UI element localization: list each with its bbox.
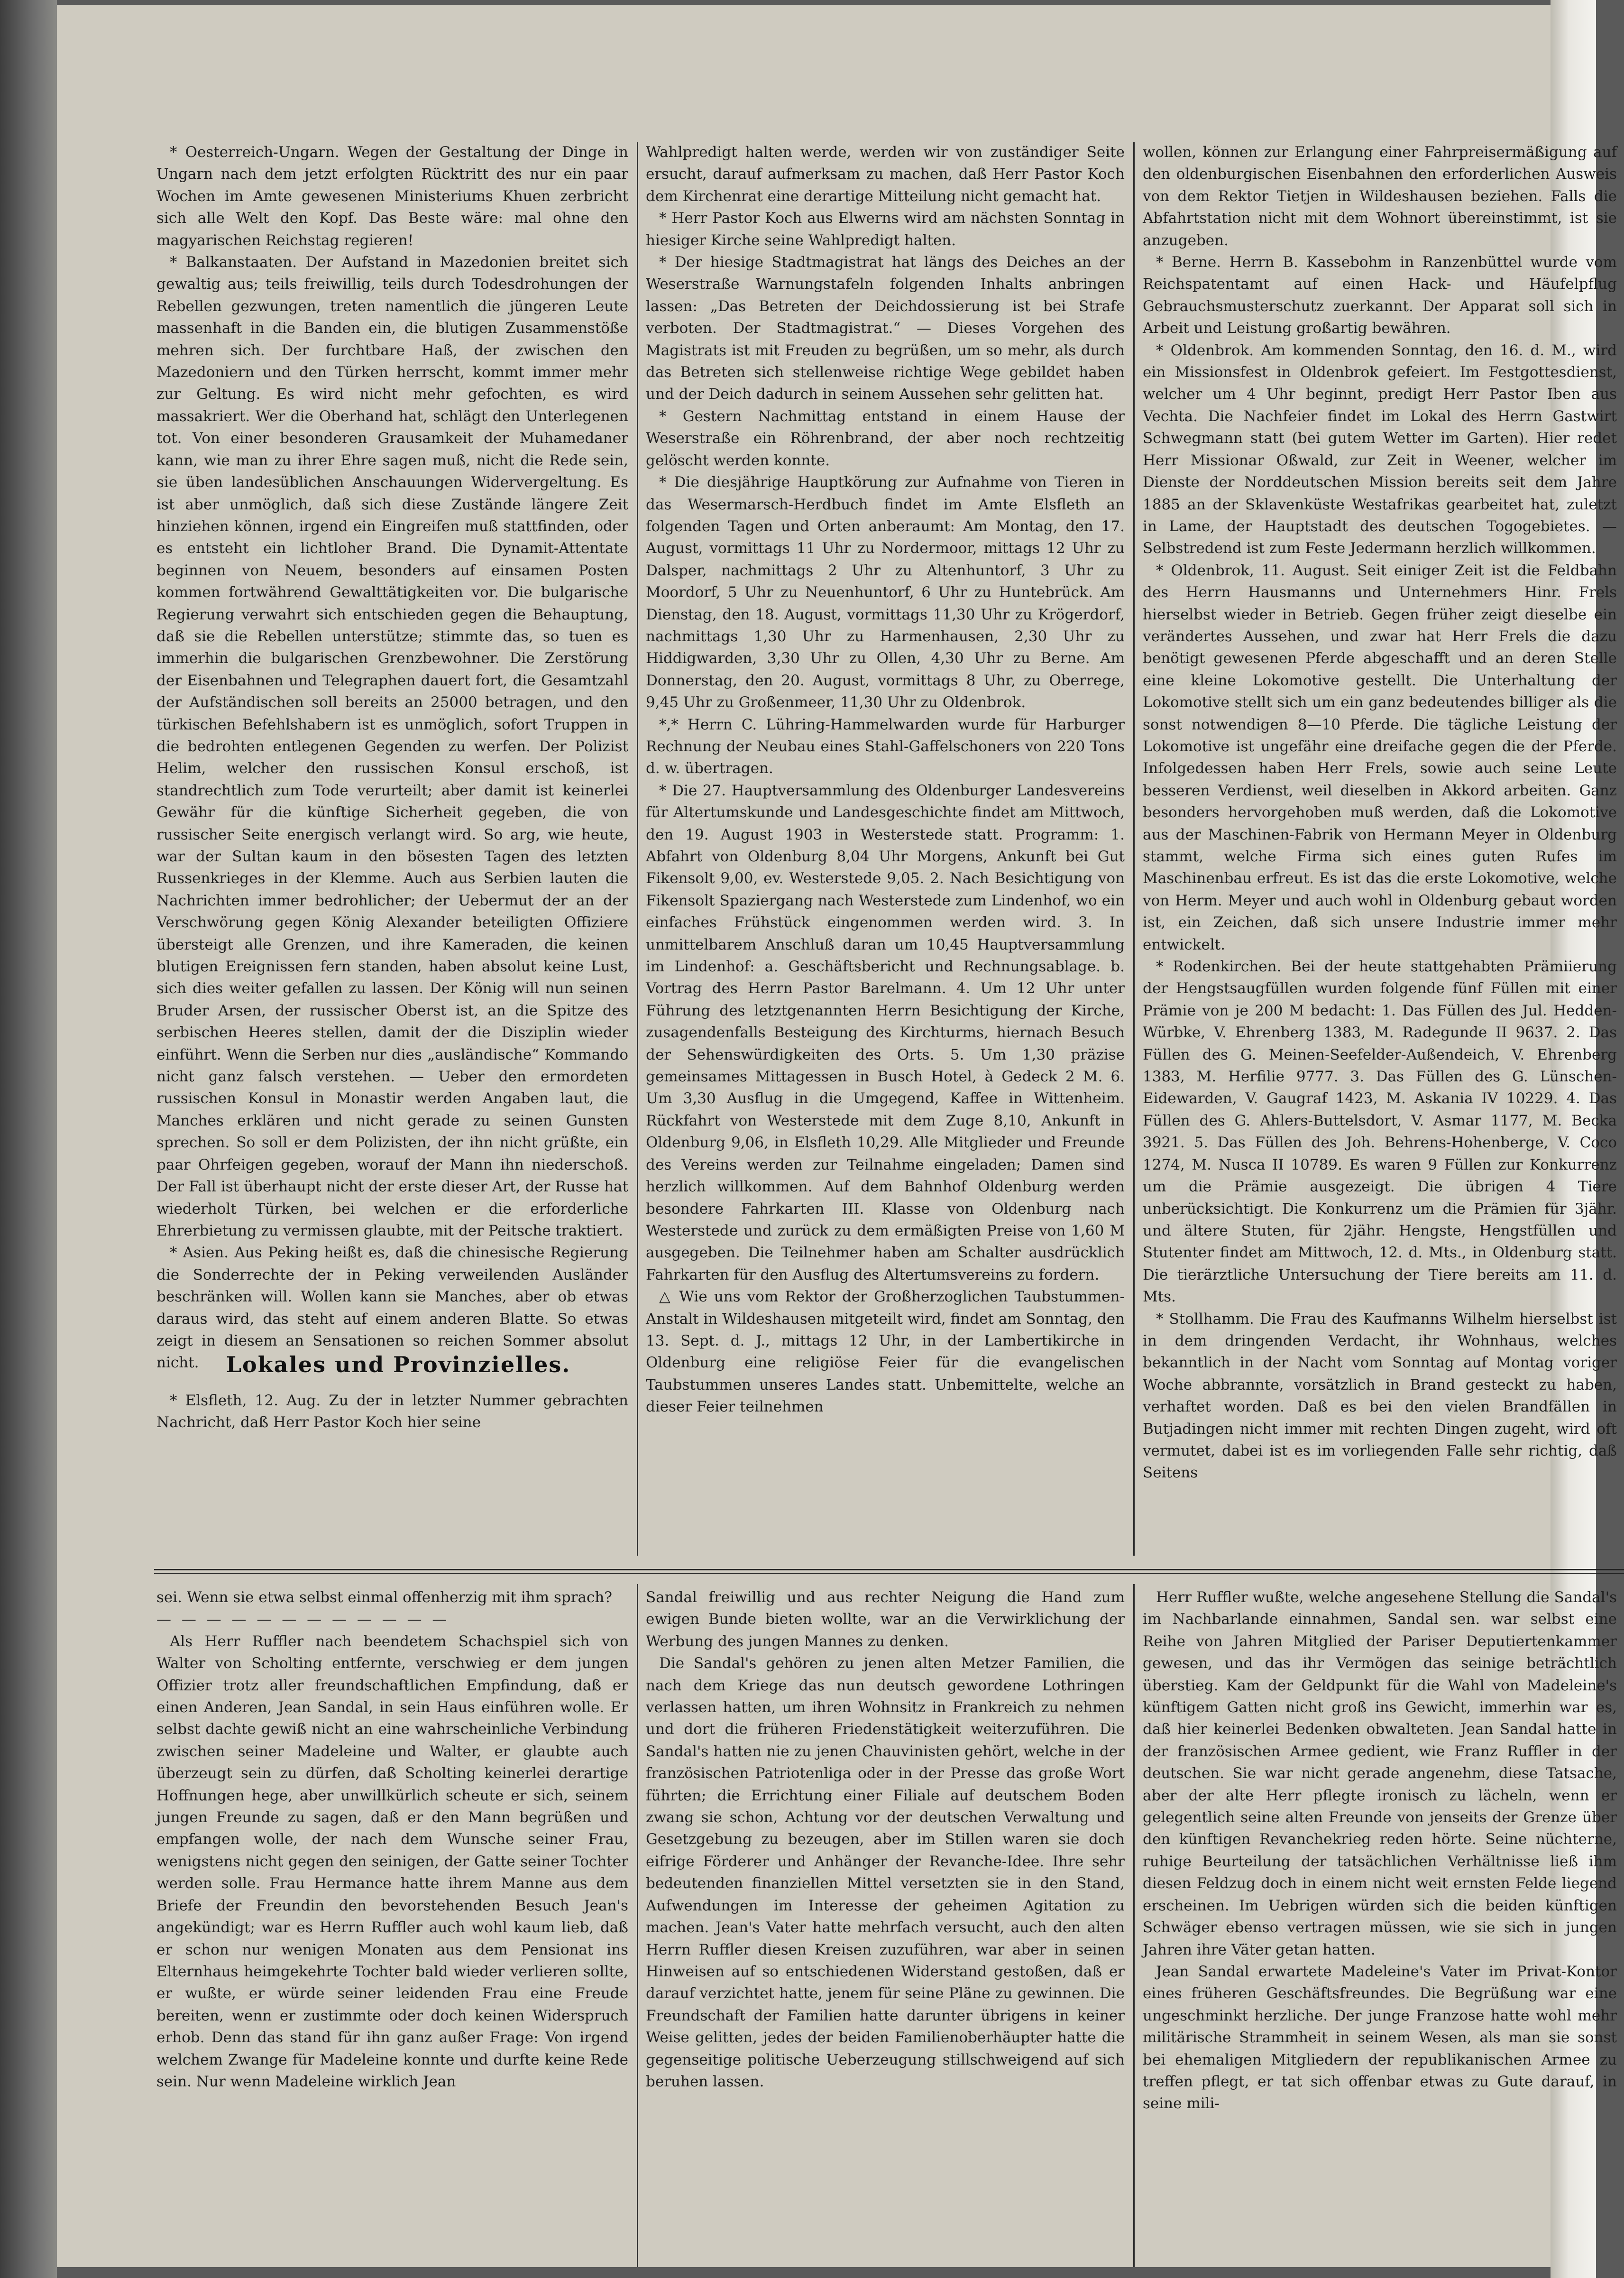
bottom-column-3 (1143, 1586, 1617, 2265)
feuilleton-divider (154, 1569, 1624, 1570)
article-stadtmagistrat: * Der hiesige Stadtmagistrat hat längs des Deiches an der Weserstraße Warnungstafeln folgenden Inhalts anbringen lassen: „Das Betreten der Deichdossierung ist bei Strafe verboten. Der Stadtmagistrat.“ — Dieses Vorgehen des Magistrats ist mit Freuden zu begrüßen, um so mehr, als durch das Betreten sich stellenweise richtige Wege gebildet haben und der Deich dadurch in seinem Aussehen sehr gelitten hat. (646, 254, 1125, 403)
article-pastor-koch: * Herr Pastor Koch aus Elwerns wird am nächsten Sonntag in hiesiger Kirche seine Wahlpredigt halten. (646, 210, 1125, 249)
book-spine-shadow (0, 0, 57, 2278)
article-oesterreich: * Oesterreich-Ungarn. Wegen der Gestaltung der Dinge in Ungarn nach dem jetzt erfolgten Rücktritt des nur ein paar Wochen im Amte gewesenen Ministeriums Khuen zerbricht sich alle Welt den Kopf. Das Beste wäre: mal ohne den magyarischen Reichstag regieren! (156, 144, 628, 249)
serial-text: Herr Ruffler wußte, welche angesehene Stellung die Sandal's im Nachbarlande einnahmen, Sandal sen. war selbst eine Reihe von Jahren Mitglied der Pariser Deputiertenkammer gewesen, und das ihr Vermögen das seinige beträchtlich überstieg. Kam der Geldpunkt für die Wahl von Madeleine's künftigem Gatten nicht groß ins Gewicht, immerhin war es, daß hier keinerlei Bedenken obwalteten. Jean Sandal hatte in der französischen Armee gedient, wie Franz Ruffler in der deutschen. Sie war nicht gerade angenehm, diese Tatsache, aber der alte Herr pflegte ironisch zu lächeln, wenn er gelegentlich seine alten Freunde von jenseits der Grenze über den künftigen Revanchekrieg reden hörte. Seine nüchterne, ruhige Beurteilung der tatsächlichen Verhältnisse ließ ihm diesen Feldzug doch in einem nicht weit ernsten Felde liegend erscheinen. Im Uebrigen würden sich die beiden künftigen Schwäger ebenso vertragen müssen, wie sie sich in jungen Jahren ihre Väter getan hatten. (1143, 1589, 1617, 1958)
article-balkanstaaten: * Balkanstaaten. Der Aufstand in Mazedonien breitet sich gewaltig aus; teils freiwillig, teils durch Todesdrohungen der Rebellen gezwungen, treten namentlich die jüngeren Leute massenhaft in die Banden ein, die blutigen Zusammenstöße mehren sich. Der furchtbare Haß, der zwischen den Mazedoniern und den Türken herrscht, kommt immer mehr zur Geltung. Es wird nicht mehr gefochten, es wird massakriert. Wer die Oberhand hat, schlägt den Unterlegenen tot. Von einer besonderen Grausamkeit der Muhamedaner kann, wie man zu ihrer Ehre sagen muß, nicht die Rede sein, sie üben landesüblichen Anschauungen Widervergeltung. Es ist aber unmöglich, daß sich diese Zustände längere Zeit hinziehen können, irgend ein Eingreifen muß stattfinden, oder es entsteht ein lichtloher Brand. Die Dynamit-Attentate beginnen von Neuem, besonders auf einsamen Posten kommen fortwährend Gewalttätigkeiten vor. Die bulgarische Regierung verwahrt sich entschieden gegen die Behauptung, daß sie die Rebellen unterstütze; stimmte das, so tuen es immerhin die bulgarischen Grenzbewohner. Die Zerstörung der Eisenbahnen und Telegraphen dauert fort, die Gesamtzahl der Aufständischen soll bereits an 25000 betragen, und den türkischen Befehlshabern ist es unmöglich, sofort Truppen in die bedrohten entlegenen Gegenden zu werfen. Der Polizist Helim, welcher den russischen Konsul erschoß, ist standrechtlich zum Tode verurteilt; aber damit ist keinerlei Gewähr für die künftige Sicherheit gegeben, die von russischer Seite energisch verlangt wird. So arg, wie heute, war der Sultan kaum in den bösesten Tagen des letzten Russenkrieges in der Klemme. Auch aus Serbien lauten die Nachrichten immer bedrohlicher; der Uebermut der an der Verschwörung gegen König Alexander beteiligten Offiziere übersteigt alle Grenzen, und ihre Kameraden, die keinen blutigen Ereignissen fern standen, haben absolut keine Lust, sich dies weiter gefallen zu lassen. Der König will nun seinen Bruder Arsen, der russischer Oberst ist, an die Spitze des serbischen Heeres stellen, damit der die Disziplin wieder einführt. Wenn die Serben nur dies „ausländische“ Kommando nicht ganz falsch verstehen. — Ueber den ermordeten russischen Konsul in Monastir werden Angaben laut, die Manches erklären und nicht gerade zu seinen Gunsten sprechen. So soll er dem Polizisten, der ihn nicht grüßte, ein paar Ohrfeigen gegeben, worauf der Mann ihn niederschoß. Der Fall ist überhaupt nicht der erste dieser Art, der Russe hat wiederholt Türken, bei welchen er die erforderliche Ehrerbietung zu vermissen glaubte, mit der Peitsche traktiert. (156, 254, 628, 1239)
column-divider (1133, 142, 1135, 1556)
column-divider (637, 142, 638, 1556)
serial-text: Sandal freiwillig und aus rechter Neigung die Hand zum ewigen Bunde bieten wollte, war an die Verwirklichung der Werbung des jungen Mannes zu denken. (646, 1589, 1125, 1650)
column-divider (1133, 1584, 1135, 2267)
top-column-2 (646, 141, 1125, 1557)
article-oldenbrok-feldbahn: * Oldenbrok, 11. August. Seit einiger Zeit ist die Feldbahn des Herrn Hausmanns und Unternehmers Hinr. Frels hierselbst wieder in Betrieb. Gegen früher zeigt dieselbe ein verändertes Aussehen, und zwar hat Herr Frels die dazu benötigt gewesenen Pferde abgeschafft und an deren Stelle eine kleine Lokomotive gestellt. Die Unterhaltung der Lokomotive stellt sich um ein ganz bedeutendes billiger als die sonst notwendigen 8—10 Pferde. Die tägliche Leistung der Lokomotive ist ungefähr eine dreifache gegen die der Pferde. Infolgedessen haben Herr Frels, sowie auch seine Leute besseren Verdienst, weil dieselben in Akkord arbeiten. Ganz besonders hervorgehoben muß werden, daß die Lokomotive aus der Maschinen-Fabrik von Hermann Meyer in Oldenburg stammt, welche Firma sich eines guten Rufes im Maschinenbau erfreut. Es ist das die erste Lokomotive, welche von Herm. Meyer und auch wohl in Oldenburg gebaut worden ist, ein Zeichen, daß sich unsere Industrie immer mehr entwickelt. (1143, 562, 1617, 953)
article-taubstummen: △ Wie uns vom Rektor der Großherzoglichen Taubstummen-Anstalt in Wildeshausen mitgeteilt wird, findet am Sonntag, den 13. Sept. d. J., mittags 12 Uhr, in der Lambertikirche in Oldenburg eine religiöse Feier für die evangelischen Taubstummen unseres Landes statt. Unbemittelte, welche an dieser Feier teilnehmen (646, 1288, 1125, 1416)
bottom-column-1 (156, 1586, 628, 2265)
newspaper-page (57, 5, 1617, 2267)
article-wahlpredigt: Wahlpredigt halten werde, werden wir von zuständiger Seite ersucht, darauf aufmerksam zu machen, daß Herr Pastor Koch dem Kirchenrat eine derartige Mitteilung nicht gemacht hat. (646, 144, 1125, 205)
bottom-column-2 (646, 1586, 1125, 2265)
article-roehrenbrand: * Gestern Nachmittag entstand in einem Hause der Weserstraße ein Röhrenbrand, der aber noch rechtzeitig gelöscht werden konnte. (646, 407, 1125, 469)
article-berne: * Berne. Herrn B. Kassebohm in Ranzenbüttel wurde vom Reichspatentamt auf einen Hack- und Häufelpflug Gebrauchsmusterschutz zuerkannt. Der Apparat soll sich in Arbeit und Leistung großartig bewähren. (1143, 254, 1617, 337)
top-column-3 (1143, 141, 1617, 1557)
serial-text: Als Herr Ruffler nach beendetem Schachspiel sich von Walter von Scholting entfernte, verschwieg er dem jungen Offizier trotz aller freundschaftlichen Empfindung, daß er einen Anderen, Jean Sandal, in sein Haus einführen wolle. Er selbst dachte gewiß nicht an eine wahrscheinliche Verbindung zwischen seiner Madeleine und Walter, er glaubte auch überzeugt sein zu dürfen, daß Scholting keinerlei derartige Hoffnungen hege, aber unwillkürlich scheute er sich, seinem jungen Freunde zu sagen, daß er den Mann begrüßen und empfangen wolle, der nach dem Wunsche seiner Frau, wenigstens nicht gegen den seinigen, der Gatte seiner Tochter werden solle. Frau Hermance hatte ihrem Manne aus dem Briefe der Freundin den bevorstehenden Besuch Jean's angekündigt; war es Herrn Ruffler auch wohl kaum lieb, daß er schon nur wenigen Monaten aus dem Pensionat ins Elternhaus heimgekehrte Tochter bald wieder verlieren sollte, er wußte, er würde seiner leidenden Frau eine Freude bereiten, wenn er zustimmte oder doch keinen Widerspruch erhob. Denn das stand für ihn ganz außer Frage: Von irgend welchem Zwange für Madeleine konnte und durfte keine Rede sein. Nur wenn Madeleine wirklich Jean (156, 1632, 628, 2090)
article-asien: * Asien. Aus Peking heißt es, daß die chinesische Regierung die Sonderrechte der in Peking verweilenden Ausländer beschränken will. Wollen kann sie Manches, aber ob etwas daraus wird, das steht auf einem anderen Blatte. So etwas zeigt in diesem an Sensationen so reichen Sommer absolut nicht. (156, 1244, 628, 1372)
top-column-1-continued (156, 1390, 628, 1475)
article-hauptkoerung: * Die diesjährige Hauptkörung zur Aufnahme von Tieren in das Wesermarsch-Herdbuch findet im Amte Elsfleth an folgenden Tagen und Orten anberaumt: Am Montag, den 17. August, vormittags 11 Uhr zu Nordermoor, mittags 12 Uhr zu Dalsper, nachmittags 2 Uhr zu Altenhuntorf, 3 Uhr zu Moordorf, 5 Uhr zu Neuenhuntorf, 6 Uhr zu Huntebrück. Am Dienstag, den 18. August, vormittags 11,30 Uhr zu Krögerdorf, nachmittags 1,30 Uhr zu Harmenhausen, 2,30 Uhr zu Hiddigwarden, 3,30 Uhr zu Ollen, 4,30 Uhr zu Berne. Am Donnerstag, den 20. August, vormittags 8 Uhr, zu Oberrege, 9,45 Uhr zu Großenmeer, 11,30 Uhr zu Oldenbrok. (646, 474, 1125, 711)
serial-dash-separator: — — — — — — — — — — — — (156, 1611, 450, 1628)
article-rodenkirchen: * Rodenkirchen. Bei der heute stattgehabten Prämiierung der Hengstsaugfüllen wurden folgende fünf Füllen mit einer Prämie von je 200 M bedacht: 1. Das Füllen des Jul. Hedden-Würbke, V. Ehrenberg 1383, M. Radegunde II 9637. 2. Das Füllen des G. Meinen-Seefelder-Außendeich, V. Ehrenberg 1383, M. Herfilie 9777. 3. Das Füllen des G. Lünschen-Eidewarden, V. Gaugraf 1423, M. Askania IV 10229. 4. Das Füllen des G. Ahlers-Buttelsdort, V. Asmar 1177, M. Becka 3921. 5. Das Füllen des Joh. Behrens-Hohenberge, V. Coco 1274, M. Nusca II 10789. Es waren 9 Füllen zur Konkurrenz um die Prämie ausgezeigt. Die übrigen 4 Tiere unberücksichtigt. Die Konkurrenz um die Prämien für 3jähr. und ältere Stuten, für 2jähr. Hengste, Hengstfüllen und Stutenter findet am Mittwoch, 12. d. Mts., in Oldenburg statt. Die tierärztliche Untersuchung der Tiere bereits am 11. d. Mts. (1143, 958, 1617, 1306)
article-oldenbrok-missionsfest: * Oldenbrok. Am kommenden Sonntag, den 16. d. M., wird ein Missionsfest in Oldenbrok gefeiert. Im Festgottesdienst, welcher um 4 Uhr beginnt, predigt Herr Pastor Iben aus Vechta. Die Nachfeier findet im Lokal des Herrn Gastwirt Schwegmann statt (bei gutem Wetter im Garten). Hier redet Herr Missionar Oßwald, zur Zeit in Weener, welcher im Dienste der Norddeutschen Mission bereits seit dem Jahre 1885 an der Sklavenküste Westafrikas gearbeitet hat, zuletzt in Lame, der Hauptstadt des deutschen Togogebietes. — Selbstredend ist zum Feste Jedermann herzlich willkommen. (1143, 341, 1617, 557)
serial-text: sei. Wenn sie etwa selbst einmal offenherzig mit ihm sprach? (156, 1589, 612, 1606)
article-elsfleth: * Elsfleth, 12. Aug. Zu der in letzter Nummer gebrachten Nachricht, daß Herr Pastor Koch hier seine (156, 1392, 628, 1431)
serial-text: Jean Sandal erwartete Madeleine's Vater im Privat-Kontor eines früheren Geschäftsfreundes. Die Begrüßung war eine ungeschminkt herzliche. Der junge Franzose hatte wohl mehr militärische Strammheit in seinem Wesen, als man sie sonst bei ehemaligen Mitgliedern der republikanischen Armee zu treffen pflegt, er tat sich offenbar etwas zu Gute darauf, in seine mili- (1143, 1963, 1617, 2112)
feuilleton-divider-double (154, 1573, 1624, 1574)
article-fahrpreis: wollen, können zur Erlangung einer Fahrpreisermäßigung auf den oldenburgischen Eisenbahnen den erforderlichen Ausweis von dem Rektor Tietjen in Wildeshausen beziehen. Falls die Abfahrtstation nicht mit dem Wohnort übereinstimmt, ist sie anzugeben. (1143, 144, 1617, 249)
column-divider (637, 1584, 638, 2267)
article-stollhamm: * Stollhamm. Die Frau des Kaufmanns Wilhelm hierselbst ist in dem dringenden Verdacht, ihr Wohnhaus, welches bekanntlich in der Nacht vom Sonntag auf Montag voriger Woche abbrannte, vorsätzlich in Brand gesteckt zu haben, verhaftet worden. Daß es bei den vielen Brandfällen in Butjadingen nicht immer mit rechten Dingen zugeht, wird oft vermutet, dabei ist es im vorliegenden Falle sehr richtig, daß Seitens (1143, 1310, 1617, 1482)
article-hauptversammlung: * Die 27. Hauptversammlung des Oldenburger Landesvereins für Altertumskunde und Landesgeschichte findet am Mittwoch, den 19. August 1903 in Westerstede statt. Programm: 1. Abfahrt von Oldenburg 8,04 Uhr Morgens, Ankunft bei Gut Fikensolt 9,00, ev. Westerstede 9,05. 2. Nach Besichtigung von Fikensolt Spaziergang nach Westerstede zum Lindenhof, wo ein einfaches Frühstück eingenommen werden wird. 3. In unmittelbarem Anschluß daran um 10,45 Hauptversammlung im Lindenhof: a. Geschäftsbericht und Rechnungsablage. b. Vortrag des Herrn Pastor Barelmann. 4. Um 12 Uhr unter Führung des letztgenannten Herrn Besichtigung der Kirche, zusagendenfalls Besteigung des Kirchturms, hiernach Besuch der Sehenswürdigkeiten des Orts. 5. Um 1,30 präzise gemeinsames Mittagessen in Busch Hotel, à Gedeck 2 M. 6. Um 3,30 Ausflug in die Umgegend, Kaffee in Wittenheim. Rückfahrt von Westerstede mit dem Zuge 8,10, Ankunft in Oldenburg 9,06, in Elsfleth 10,29. Alle Mitglieder und Freunde des Vereins werden zur Teilnahme eingeladen; Damen sind herzlich willkommen. Auf dem Bahnhof Oldenburg werden besondere Fahrkarten III. Klasse von Oldenburg nach Westerstede und zurück zu dem ermäßigten Preise von 1,60 M ausgegeben. Die Teilnehmer haben am Schalter ausdrücklich Fahrkarten für den Ausflug des Altertumsvereins zu fordern. (646, 782, 1125, 1283)
serial-text: Die Sandal's gehören zu jenen alten Metzer Familien, die nach dem Kriege das nun deutsch gewordene Lothringen verlassen hatten, um ihren Wohnsitz in Frankreich zu nehmen und dort die früheren Friedenstätigkeit weiterzuführen. Die Sandal's hatten nie zu jenen Chauvinisten gehört, welche in der französischen Patriotenliga oder in der Presse das große Wort führten; die Errichtung einer Filiale auf deutschem Boden zwang sie schon, Achtung vor der deutschen Verwaltung und Gesetzgebung zu bezeugen, aber im Stillen waren sie doch eifrige Förderer und Anhänger der Revanche-Idee. Ihre sehr bedeutenden finanziellen Mittel versetzten sie in den Stand, Aufwendungen im Interesse der geheimen Agitation zu machen. Jean's Vater hatte mehrfach versucht, auch den alten Herrn Ruffler diesen Kreisen zuzuführen, war aber in seinen Hinweisen auf so entschiedenen Widerstand gestoßen, daß er darauf verzichtet hatte, jenem für seine Pläne zu gewinnen. Die Freundschaft der Familien hatte darunter übrigens in keiner Weise gelitten, jedes der beiden Familienoberhäupter hatte die gegenseitige politische Ueberzeugung stillschweigend auf sich beruhen lassen. (646, 1655, 1125, 2090)
article-luehring: *,* Herrn C. Lühring-Hammelwarden wurde für Harburger Rechnung der Neubau eines Stahl-Gaffelschoners von 220 Tons d. w. übertragen. (646, 716, 1125, 777)
section-title: Lokales und Provinzielles. (226, 1352, 571, 1377)
